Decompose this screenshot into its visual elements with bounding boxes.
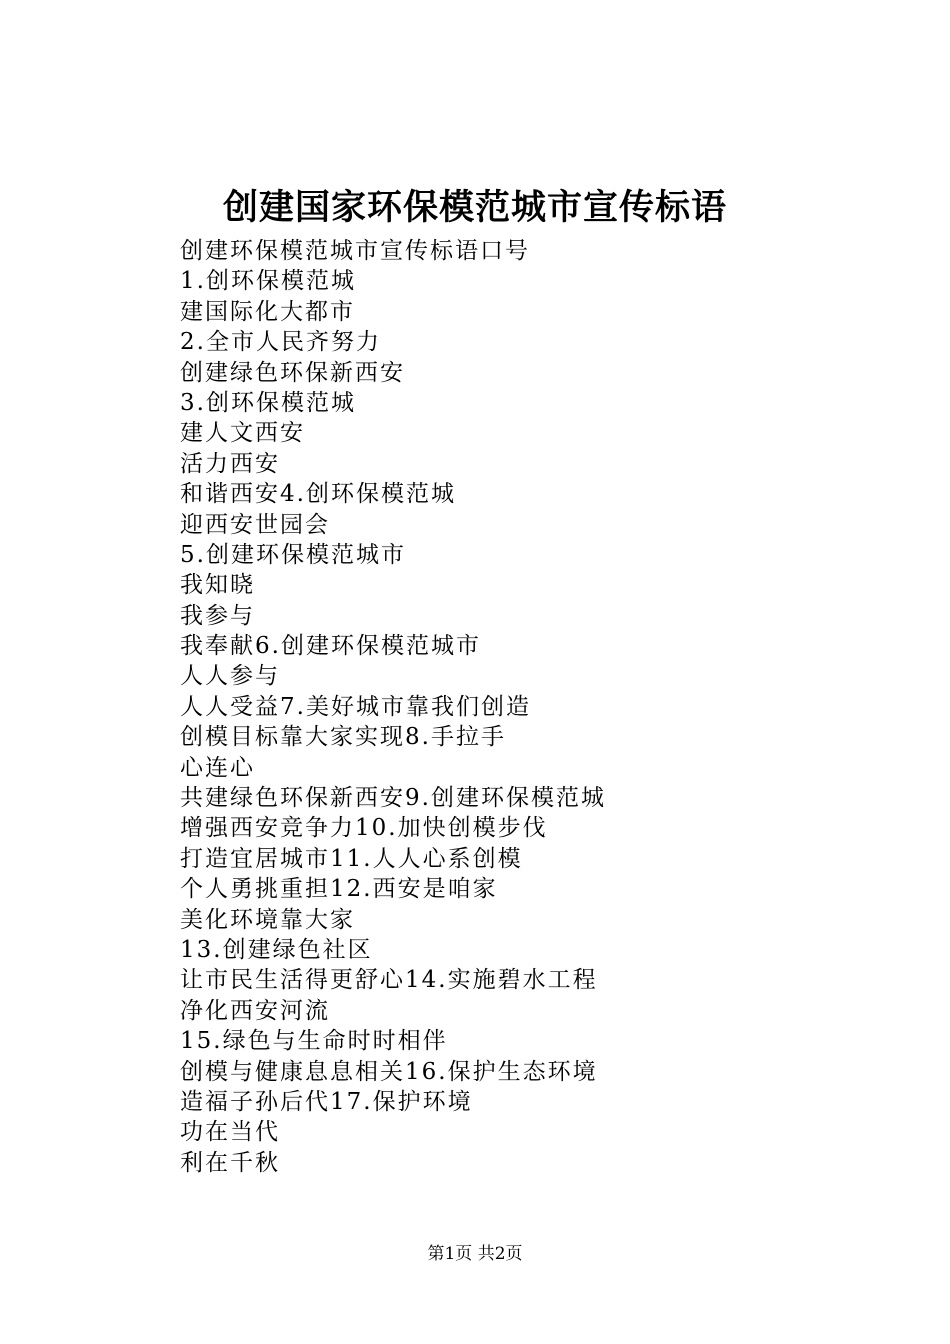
slogan-line: 我奉献6.创建环保模范城市 <box>180 633 481 660</box>
slogan-line: 创建绿色环保新西安 <box>180 359 405 386</box>
slogan-line: 共建绿色环保新西安9.创建环保模范城 <box>180 785 606 812</box>
slogan-line: 我参与 <box>180 602 255 629</box>
slogan-line: 美化环境靠大家 <box>180 906 355 933</box>
slogan-line: 创模目标靠大家实现8.手拉手 <box>180 724 506 751</box>
page-number-footer: 第1页 共2页 <box>427 1244 523 1264</box>
slogan-line: 造福子孙后代17.保护环境 <box>180 1088 473 1115</box>
slogan-list <box>180 236 880 1178</box>
slogan-line: 人人参与 <box>180 663 280 690</box>
slogan-line: 2.全市人民齐努力 <box>180 329 381 356</box>
slogan-line: 3.创环保模范城 <box>180 389 356 416</box>
slogan-line: 创模与健康息息相关16.保护生态环境 <box>180 1058 598 1085</box>
slogan-line: 活力西安 <box>180 450 280 477</box>
document-title: 创建国家环保模范城市宣传标语 <box>222 187 727 228</box>
slogan-line: 人人受益7.美好城市靠我们创造 <box>180 693 531 720</box>
slogan-line: 1.创环保模范城 <box>180 268 356 295</box>
slogan-line: 15.绿色与生命时时相伴 <box>180 1028 448 1055</box>
slogan-line: 和谐西安4.创环保模范城 <box>180 481 456 508</box>
slogan-line: 利在千秋 <box>180 1149 280 1176</box>
slogan-line: 建人文西安 <box>180 420 305 447</box>
slogan-line: 净化西安河流 <box>180 997 330 1024</box>
slogan-line: 功在当代 <box>180 1119 280 1146</box>
slogan-line: 13.创建绿色社区 <box>180 936 373 963</box>
slogan-line: 5.创建环保模范城市 <box>180 541 406 568</box>
slogan-line: 打造宜居城市11.人人心系创模 <box>180 845 523 872</box>
slogan-line: 创建环保模范城市宣传标语口号 <box>180 238 530 264</box>
slogan-line: 让市民生活得更舒心14.实施碧水工程 <box>180 967 598 994</box>
slogan-line: 个人勇挑重担12.西安是咱家 <box>180 876 498 903</box>
slogan-line: 迎西安世园会 <box>180 511 330 538</box>
slogan-line: 我知晓 <box>180 572 255 599</box>
slogan-line: 建国际化大都市 <box>180 298 355 325</box>
slogan-line: 增强西安竞争力10.加快创模步伐 <box>180 815 548 842</box>
slogan-line: 心连心 <box>180 754 255 781</box>
